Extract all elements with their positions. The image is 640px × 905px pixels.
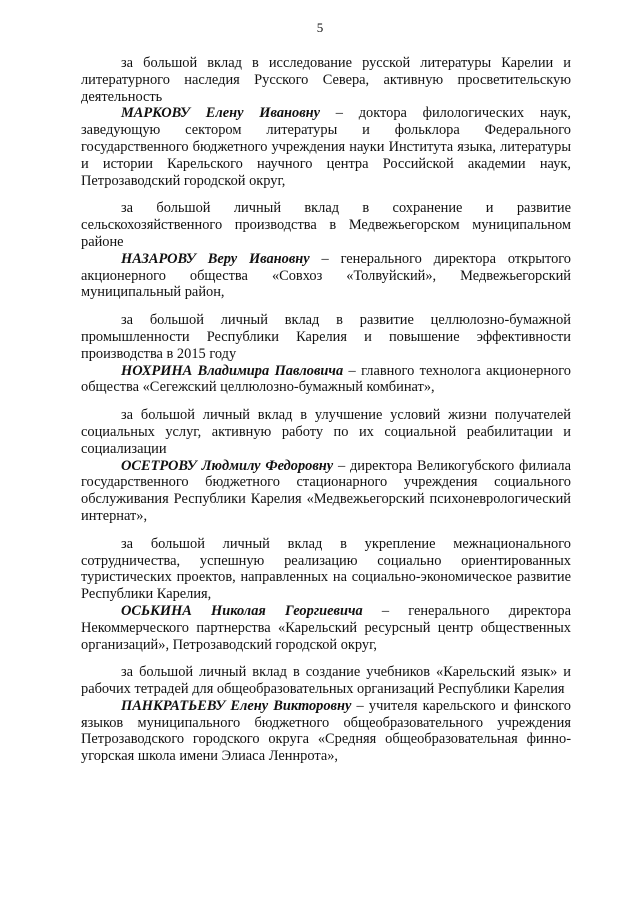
awardee-position: – директора Великогубского филиала государственного бюджетного стационарного учреждения социального обслуживания Республики Карелия «Медвежьегорский психоневрологический интернат», <box>81 457 571 524</box>
awardee-entry <box>81 105 571 189</box>
awardee-position: – генерального директора Некоммерческого партнерства «Карельский ресурсный центр общественных организаций», Петрозаводский городской округ, <box>81 602 571 653</box>
award-reason: за большой личный вклад в создание учебников «Карельский язык» и рабочих тетрадей для общеобразовательных организаций Республики Карелия <box>81 664 571 698</box>
award-reason: за большой личный вклад в укрепление межнационального сотрудничества, успешную реализацию социально ориентированных туристических проектов, направленных на социально-экономическое развитие Республики Карелия, <box>81 535 571 603</box>
awardee-name: НАЗАРОВУ Веру Ивановну <box>121 250 310 267</box>
award-block-pankratyeva <box>81 664 571 765</box>
awardee-name: ОСЕТРОВУ Людмилу Федоровну <box>121 457 334 474</box>
award-list <box>81 55 571 765</box>
awardee-name: НОХРИНА Владимира Павловича <box>121 362 344 379</box>
awardee-position: – доктора филологических наук, заведующую сектором литературы и фольклора Федерального государственного бюджетного учреждения науки Института языка, литературы и истории Карельского научного центра Российской академии наук, Петрозаводский городской округ, <box>81 105 572 189</box>
awardee-entry <box>81 458 571 525</box>
award-block-markova <box>81 55 571 189</box>
awardee-entry <box>81 251 571 301</box>
award-reason: за большой личный вклад в улучшение условий жизни получателей социальных услуг, активную работу по их социальной реабилитации и социализации <box>81 407 571 457</box>
page-number: 5 <box>316 20 324 35</box>
awardee-position: – генерального директора открытого акционерного общества «Совхоз «Толвуйский», Медвежьегорский муниципальный район, <box>81 250 571 301</box>
awardee-entry <box>81 363 571 397</box>
award-block-oskin <box>81 536 571 654</box>
awardee-entry <box>81 698 571 765</box>
awardee-position: – учителя карельского и финского языков муниципального бюджетного общеобразовательного учреждения Петрозаводского городского округа «Средняя общеобразовательная финно-угорская школа имени Элиаса Леннрота», <box>81 697 572 765</box>
awardee-position: – главного технолога акционерного общества «Сегежский целлюлозно-бумажный комбинат», <box>81 362 571 396</box>
award-reason: за большой личный вклад в развитие целлюлозно-бумажной промышленности Республики Карелия и повышение эффективности производства в 2015 году <box>81 312 571 362</box>
award-reason: за большой вклад в исследование русской литературы Карелии и литературного наследия Русского Севера, активную просветительскую деятельность <box>81 55 571 105</box>
award-block-nazarova <box>81 200 571 301</box>
awardee-name: ПАНКРАТЬЕВУ Елену Викторовну <box>121 697 352 714</box>
awardee-name: МАРКОВУ Елену Ивановну <box>121 105 321 122</box>
awardee-name: ОСЬКИНА Николая Георгиевича <box>121 602 363 619</box>
award-reason: за большой личный вклад в сохранение и развитие сельскохозяйственного производства в Медвежьегорском муниципальном районе <box>81 200 571 250</box>
awardee-entry <box>81 603 571 653</box>
award-block-nokhrin <box>81 312 571 396</box>
award-block-osetrova <box>81 407 571 525</box>
